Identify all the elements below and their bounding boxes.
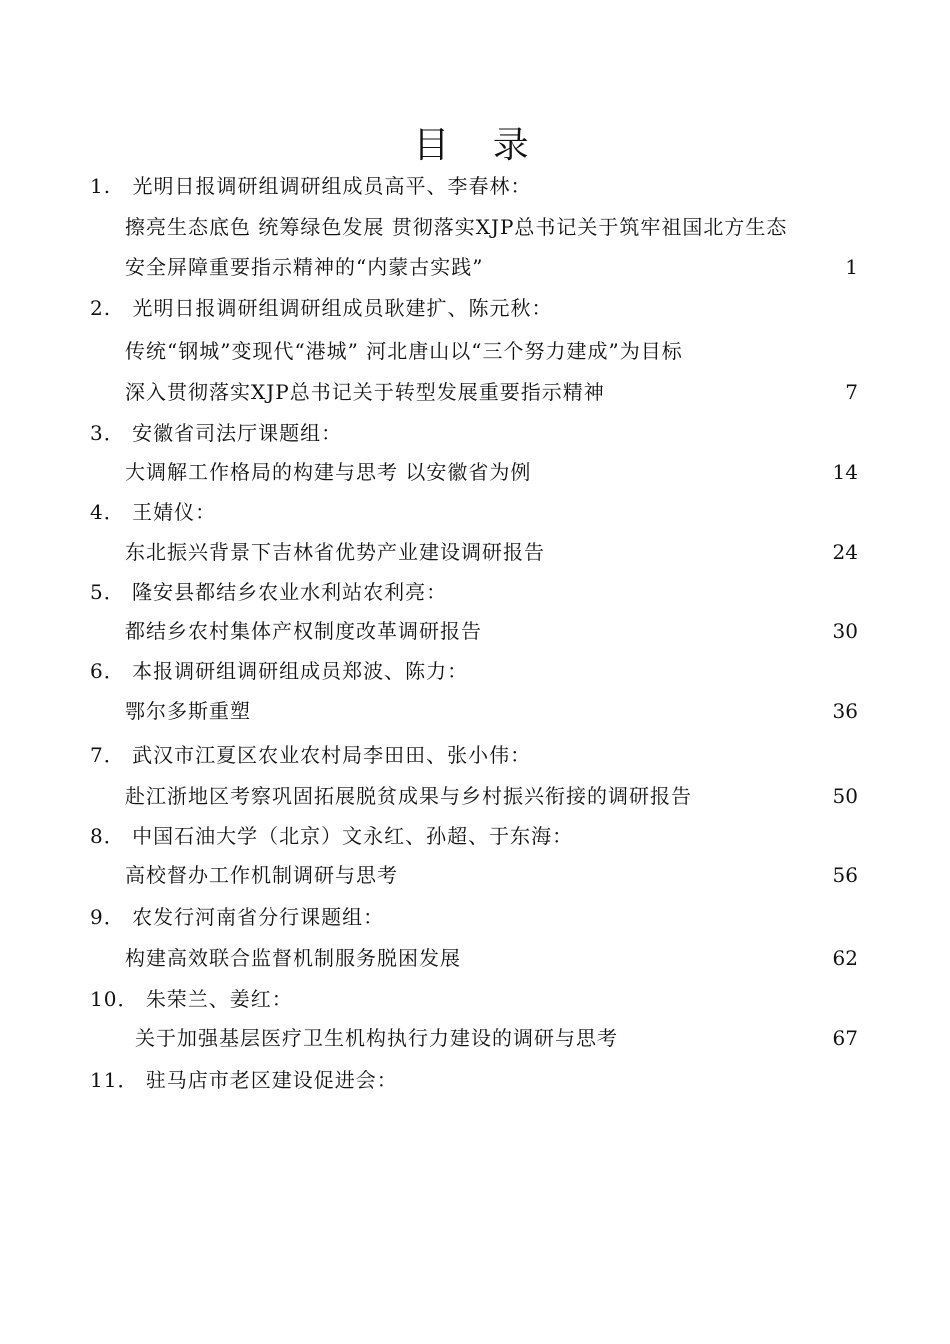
toc-entry-2-title-line-2: 深入贯彻落实XJP总书记关于转型发展重要指示精神 — [125, 380, 605, 404]
toc-entry-7-author-line — [90, 740, 531, 770]
toc-entry-8-author-line — [90, 821, 573, 851]
toc-entry-author: 光明日报调研组调研组成员耿建扩、陈元秋： — [132, 296, 553, 320]
toc-entry-author: 本报调研组调研组成员郑波、陈力： — [132, 659, 469, 683]
toc-entry-6-title-line-1: 鄂尔多斯重塑 — [125, 699, 251, 723]
toc-entry-2-author-line — [90, 293, 552, 323]
toc-entry-1-title-line-1: 擦亮生态底色 统筹绿色发展 贯彻落实XJP总书记关于筑牢祖国北方生态 — [125, 215, 788, 239]
toc-entry-3-author-line — [90, 418, 342, 448]
toc-entry-number: 2. — [90, 296, 112, 320]
toc-entry-2-title-line-1: 传统“钢城”变现代“港城” 河北唐山以“三个努力建成”为目标 — [125, 339, 683, 363]
toc-entry-number: 9． — [90, 905, 125, 929]
toc-entry-9-title-line-1: 构建高效联合监督机制服务脱困发展 — [125, 946, 461, 970]
toc-entry-5-title-line-1: 都结乡农村集体产权制度改革调研报告 — [125, 619, 482, 643]
toc-entry-author: 朱荣兰、姜红： — [145, 987, 293, 1011]
toc-entry-4-title-line-1: 东北振兴背景下吉林省优势产业建设调研报告 — [125, 540, 545, 564]
toc-entry-number: 6． — [90, 659, 125, 683]
toc-entry-11-author-line — [90, 1065, 398, 1095]
toc-entry-number: 1. — [90, 174, 112, 198]
toc-entry-10-page: 67 — [832, 1026, 858, 1050]
toc-entry-author: 农发行河南省分行课题组： — [132, 905, 385, 929]
toc-entry-6-page: 36 — [832, 699, 858, 723]
toc-entry-author: 王婧仪： — [132, 500, 217, 524]
page-title: 目 录 — [413, 125, 545, 166]
toc-entry-4-author-line — [90, 497, 216, 527]
toc-entry-number: 5． — [90, 580, 125, 604]
toc-entry-7-page: 50 — [832, 784, 858, 808]
toc-entry-5-author-line — [90, 577, 447, 607]
toc-entry-number: 7． — [90, 743, 125, 767]
toc-entry-1-title-line-2: 安全屏障重要指示精神的“内蒙古实践” — [125, 255, 484, 279]
toc-entry-10-title-line-1: 关于加强基层医疗卫生机构执行力建设的调研与思考 — [135, 1026, 618, 1050]
toc-entry-5-page: 30 — [832, 619, 858, 643]
toc-entry-6-author-line — [90, 656, 468, 686]
toc-entry-7-title-line-1: 赴江浙地区考察巩固拓展脱贫成果与乡村振兴衔接的调研报告 — [125, 784, 692, 808]
toc-entry-3-page: 14 — [832, 460, 858, 484]
toc-entry-author: 隆安县都结乡农业水利站农利亮： — [132, 580, 448, 604]
toc-entry-author: 武汉市江夏区农业农村局李田田、张小伟： — [132, 743, 532, 767]
toc-entry-1-page: 1 — [845, 255, 858, 279]
toc-entry-author: 光明日报调研组调研组成员高平、李春林： — [132, 174, 532, 198]
toc-entry-author: 安徽省司法厅课题组： — [132, 421, 343, 445]
toc-entry-10-author-line — [90, 984, 293, 1014]
toc-entry-number: 10． — [90, 987, 139, 1011]
toc-entry-number: 11． — [90, 1068, 139, 1092]
toc-entry-number: 3． — [90, 421, 125, 445]
toc-entry-3-title-line-1: 大调解工作格局的构建与思考 以安徽省为例 — [125, 460, 532, 484]
toc-entry-number: 4． — [90, 500, 125, 524]
toc-entry-8-title-line-1: 高校督办工作机制调研与思考 — [125, 863, 398, 887]
toc-entry-number: 8． — [90, 824, 125, 848]
toc-entry-author: 中国石油大学（北京）文永红、孙超、于东海： — [132, 824, 574, 848]
toc-entry-8-page: 56 — [832, 863, 858, 887]
toc-entry-4-page: 24 — [832, 540, 858, 564]
toc-entry-1-author-line — [90, 171, 531, 201]
toc-entry-9-author-line — [90, 902, 384, 932]
toc-entry-9-page: 62 — [832, 946, 858, 970]
toc-entry-author: 驻马店市老区建设促进会： — [145, 1068, 398, 1092]
toc-entry-2-page: 7 — [845, 380, 858, 404]
